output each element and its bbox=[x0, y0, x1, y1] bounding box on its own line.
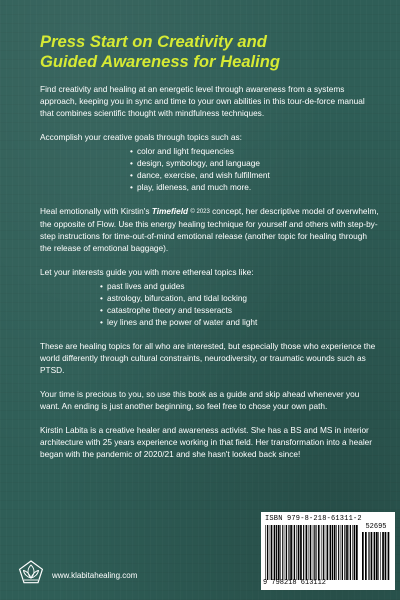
list-item: • play, idleness, and much more. bbox=[130, 181, 380, 193]
timefield-copyright: © 2023 bbox=[190, 209, 210, 215]
list-item: • astrology, bifurcation, and tidal locking bbox=[100, 292, 380, 304]
headline-line-1: Press Start on Creativity and bbox=[40, 32, 267, 51]
author-bio-paragraph: Kirstin Labita is a creative healer and awareness activist. She has a BS and MS in interior architecture with 25 years experience working in that field. Her transformation into a healer began with the pandemic of 2020/21 and she hasn't looked back since! bbox=[40, 425, 373, 459]
ean-digits: 9 798218 613112 bbox=[263, 579, 327, 587]
isbn-label: ISBN 979-8-218-61311-2 bbox=[265, 515, 362, 523]
lotus-emblem-icon bbox=[17, 559, 45, 587]
creative-goals-lead: Accomplish your creative goals through topics such as: bbox=[40, 132, 242, 142]
ean-barcode-bars bbox=[265, 525, 358, 580]
addon-barcode-bars bbox=[362, 532, 390, 580]
list-item: • color and light frequencies bbox=[130, 145, 380, 157]
list-item: • ley lines and the power of water and light bbox=[100, 316, 380, 328]
list-item: • catastrophe theory and tesseracts bbox=[100, 304, 380, 316]
website-link[interactable]: www.klabitahealing.com bbox=[52, 571, 138, 580]
list-item: • past lives and guides bbox=[100, 280, 380, 292]
heal-text-before: Heal emotionally with Kirstin's bbox=[40, 206, 152, 216]
headline bbox=[40, 32, 380, 72]
barcode-addon-digits: 52695 bbox=[365, 523, 387, 531]
list-item: • design, symbology, and language bbox=[130, 157, 380, 169]
time-paragraph: Your time is precious to you, so use this book as a guide and skip ahead whenever you want. An ending is just another beginning, so feel free to chose your own path. bbox=[40, 389, 360, 411]
blurb bbox=[40, 83, 380, 472]
healing-topics-paragraph: These are healing topics for all who are interested, but especially those who experience the world differently through cultural constraints, neurodiversity, or traumatic wounds such as PTSD. bbox=[40, 341, 376, 375]
creative-topics-list bbox=[130, 145, 380, 193]
timefield-title: Timefield bbox=[151, 206, 189, 216]
list-item: • dance, exercise, and wish fulfillment bbox=[130, 169, 380, 181]
ethereal-lead: Let your interests guide you with more ethereal topics like: bbox=[40, 267, 254, 277]
intro-paragraph: Find creativity and healing at an energetic level through awareness from a systems approach, keeping you in sync and time to your own abilities in this tour-de-force manual that combines scientific thought with mindfulness techniques. bbox=[40, 84, 365, 118]
heal-paragraph bbox=[40, 205, 380, 254]
isbn-barcode bbox=[261, 512, 395, 590]
heal-text-after: concept, her descriptive model of overwhelm, the opposite of Flow. Use this energy healing technique for yourself and others with step-by-step instructions for time-out-of-mind emotional release (another topic for healing through the release of emotional baggage). bbox=[40, 206, 379, 253]
ethereal-topics-list bbox=[100, 280, 380, 328]
headline-line-2: Guided Awareness for Healing bbox=[40, 52, 281, 71]
